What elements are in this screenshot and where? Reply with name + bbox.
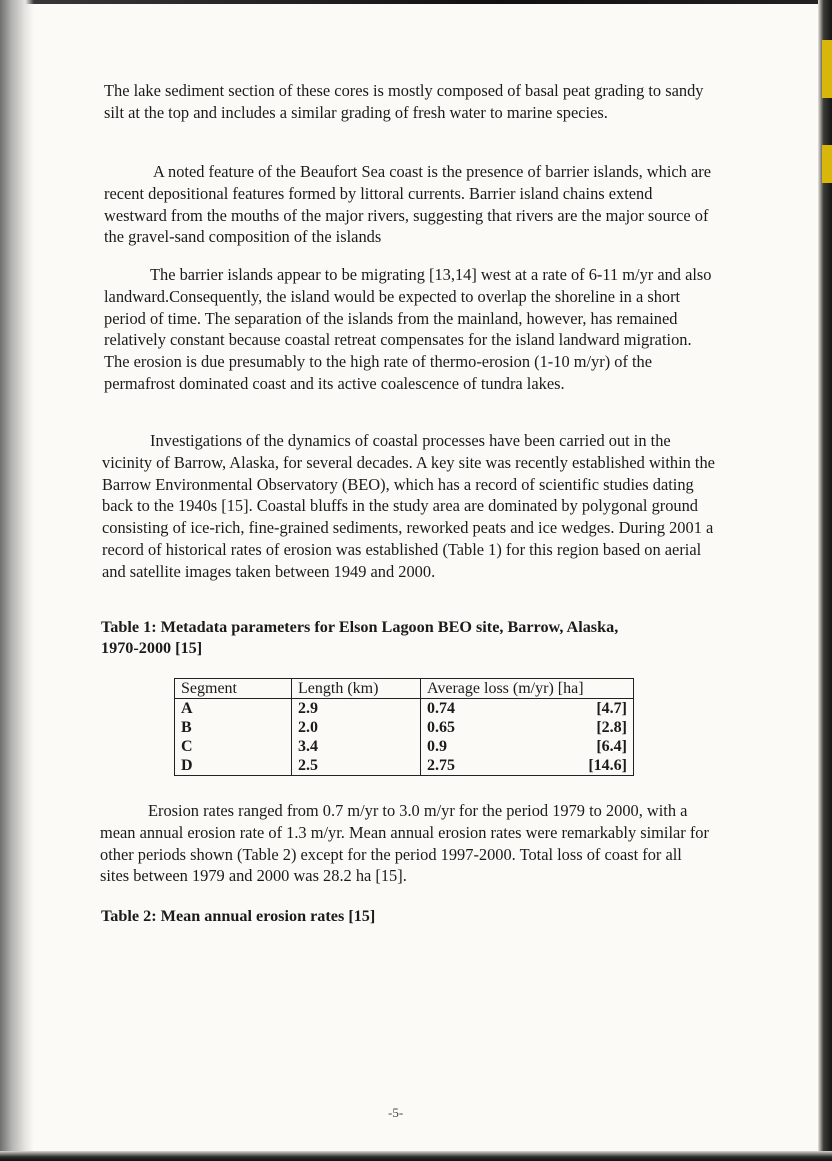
segment-cell: C: [175, 737, 292, 756]
body-paragraph: The barrier islands appear to be migrating [13,14] west at a rate of 6-11 m/yr and also landward.Consequently, the island would be expected to overlap the shoreline in a short period of time. The separation of the islands from the mainland, however, has remained relatively constant because coastal retreat compensates for the island landward migration. The erosion is due presumably to the high rate of thermo-erosion (1-10 m/yr) of the permafrost dominated coast and its active coalescence of tundra lakes.: [104, 265, 712, 393]
length-cell: 2.5: [292, 756, 421, 776]
loss-cell: [421, 699, 634, 719]
loss-value: 0.74: [427, 700, 455, 717]
column-header: Segment: [175, 679, 292, 699]
table-row: [175, 737, 634, 756]
loss-cell: [421, 756, 634, 776]
segment-cell: D: [175, 756, 292, 776]
segment-cell: B: [175, 718, 292, 737]
yellow-index-tab: [822, 145, 832, 183]
column-header: Length (km): [292, 679, 421, 699]
loss-value: 0.9: [427, 738, 447, 755]
segment-cell: A: [175, 699, 292, 719]
table1: [174, 678, 634, 776]
body-paragraph: The lake sediment section of these cores is mostly composed of basal peat grading to sandy silt at the top and includes a similar grading of fresh water to marine species.: [104, 81, 704, 122]
yellow-index-tab: [822, 40, 832, 98]
scan-top-edge: [0, 0, 832, 4]
body-paragraph: A noted feature of the Beaufort Sea coast is the presence of barrier islands, which are recent depositional features formed by littoral currents. Barrier island chains extend westward from the mouths of the major rivers, suggesting that rivers are the major source of the gravel-sand composition of the islands: [104, 162, 711, 247]
loss-ha: [6.4]: [596, 738, 627, 755]
table1-caption: Table 1: Metadata parameters for Elson Lagoon BEO site, Barrow, Alaska, 1970-2000 [15]: [101, 618, 619, 657]
body-paragraph: Erosion rates ranged from 0.7 m/yr to 3.0 m/yr for the period 1979 to 2000, with a mean annual erosion rate of 1.3 m/yr. Mean annual erosion rates were remarkably similar for other periods shown (Table 2) except for the period 1997-2000. Total loss of coast for all sites between 1979 and 2000 was 28.2 ha [15].: [100, 801, 709, 886]
length-cell: 2.0: [292, 718, 421, 737]
loss-ha: [2.8]: [596, 719, 627, 736]
table-row: [175, 699, 634, 719]
table-row: [175, 718, 634, 737]
body-paragraph: Investigations of the dynamics of coastal processes have been carried out in the vicinity of Barrow, Alaska, for several decades. A key site was recently established within the Barrow Environmental Observatory (BEO), which has a record of scientific studies dating back to the 1940s [15]. Coastal bluffs in the study area are dominated by polygonal ground consisting of ice-rich, fine-grained sediments, reworked peats and ice wedges. During 2001 a record of historical rates of erosion was established (Table 1) for this region based on aerial and satellite images taken between 1949 and 2000.: [102, 431, 715, 581]
loss-cell: [421, 737, 634, 756]
length-cell: 2.9: [292, 699, 421, 719]
loss-ha: [14.6]: [588, 757, 627, 774]
loss-ha: [4.7]: [596, 700, 627, 717]
column-header: Average loss (m/yr) [ha]: [421, 679, 634, 699]
scan-binding-shadow: [0, 0, 34, 1161]
loss-value: 2.75: [427, 757, 455, 774]
page-number: -5-: [388, 1105, 404, 1120]
length-cell: 3.4: [292, 737, 421, 756]
table2-caption: Table 2: Mean annual erosion rates [15]: [101, 907, 376, 925]
table-header-row: [175, 679, 634, 699]
loss-cell: [421, 718, 634, 737]
table-row: [175, 756, 634, 776]
scan-bottom-edge: [0, 1151, 832, 1161]
loss-value: 0.65: [427, 719, 455, 736]
